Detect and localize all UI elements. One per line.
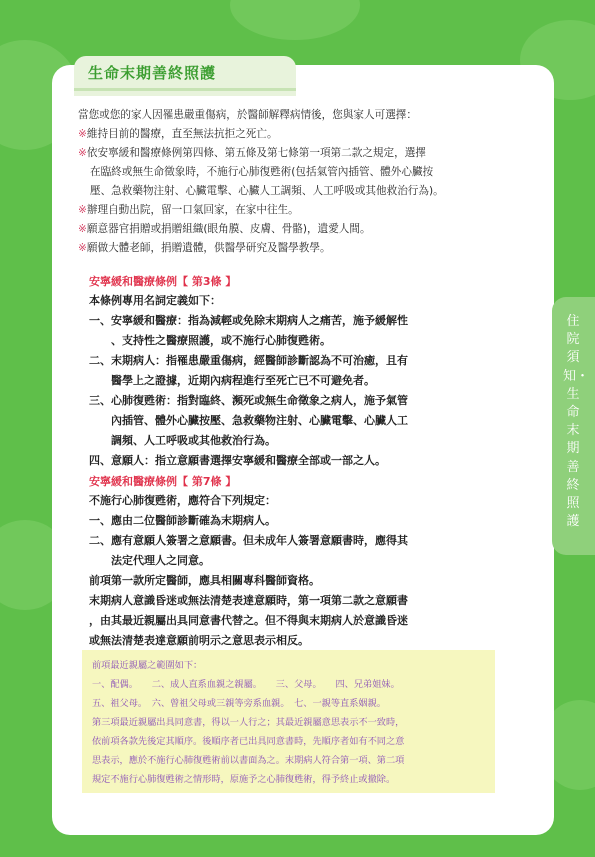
law-name: 安寧緩和醫療條例 [89, 475, 177, 488]
law3-line: 一、安寧緩和醫療：指為減輕或免除末期病人之痛苦，施予緩解性 [89, 314, 408, 327]
option-text: 依安寧緩和醫療條例第四條、第五條及第七條第一項第二款之規定，選擇 [86, 147, 426, 159]
option-text: 願意器官捐贈或捐贈組織(眼角膜、皮膚、骨骼)，遺愛人間。 [86, 223, 371, 235]
law-article: 【 第7條 】 [177, 475, 237, 488]
law3-line: 醫學上之證據，近期內病程進行至死亡已不可避免者。 [89, 374, 375, 387]
law7-line: 末期病人意識昏迷或無法清楚表達意願時，第一項第二款之意願書 [89, 594, 408, 607]
law7-line: 二、應有意願人簽署之意願書。但未成年人簽署意願書時，應得其 [89, 534, 408, 547]
note-line: 一、配偶。 二、成人直系血親之親屬。 三、父母。 四、兄弟姐妹。 [92, 679, 400, 690]
note-line: 依前項各款先後定其順序。後順序者已出具同意書時，先順序者如有不同之意 [92, 736, 405, 747]
law3-line: 、支持性之醫療照護，或不施行心肺復甦術。 [89, 334, 331, 347]
law3-line: 內插管、體外心臟按壓、急救藥物注射、心臟電擊、心臟人工 [89, 414, 408, 427]
option-line [78, 221, 371, 237]
option-line [78, 145, 426, 161]
law-heading [89, 274, 236, 290]
note-line: 五、祖父母。 六、曾祖父母或三親等旁系血親。 七、一親等直系姻親。 [92, 698, 386, 709]
law7-line: 前項第一款所定醫師，應具相關專科醫師資格。 [89, 574, 320, 587]
law3-line: 三、心肺復甦術：指對臨終、瀕死或無生命徵象之病人，施予氣管 [89, 394, 408, 407]
law-article: 【 第3條 】 [177, 275, 237, 288]
law7-line: 一、應由二位醫師診斷確為末期病人。 [89, 514, 276, 527]
law7-line: 不施行心肺復甦術，應符合下列規定： [89, 494, 276, 507]
option-text: 辦理自動出院，留一口氣回家，在家中往生。 [86, 204, 299, 216]
note-line: 思表示，應於不施行心肺復甦術前以書面為之。末期病人符合第一項、第二項 [92, 755, 405, 766]
law3-line: 二、末期病人：指罹患嚴重傷病，經醫師診斷認為不可治癒，且有 [89, 354, 408, 367]
reference-mark-icon: ※ [78, 242, 87, 254]
intro-text: 當您或您的家人因罹患嚴重傷病，於醫師解釋病情後，您與家人可選擇： [78, 109, 417, 121]
option-text: 壓、急救藥物注射、心臟電擊、心臟人工調頻、人工呼吸或其他救治行為)。 [90, 185, 444, 197]
law7-line: ，由其最近親屬出具同意書代替之。但不得與末期病人於意識昏迷 [89, 614, 408, 627]
option-line [78, 126, 278, 142]
law3-line: 調頻、人工呼吸或其他救治行為。 [89, 434, 276, 447]
law-heading [89, 474, 236, 490]
law7-line: 或無法清楚表達意願前明示之意思表示相反。 [89, 634, 309, 647]
note-line: 前項最近親屬之範圍如下： [92, 660, 203, 671]
reference-mark-icon: ※ [78, 128, 87, 140]
page-title: 生命末期善終照護 [88, 64, 217, 82]
option-line [78, 240, 331, 256]
reference-mark-icon: ※ [78, 147, 87, 159]
law3-line: 四、意願人：指立意願書選擇安寧緩和醫療全部或一部之人。 [89, 454, 386, 467]
option-text: 維持目前的醫療，直至無法抗拒之死亡。 [86, 128, 278, 140]
option-line [90, 183, 444, 199]
option-text: 在臨終或無生命徵象時，不施行心肺復甦術(包括氣管內插管、體外心臟按 [90, 166, 434, 178]
law7-line: 法定代理人之同意。 [89, 554, 210, 567]
option-text: 願做大體老師，捐贈遺體，供醫學研究及醫學教學。 [86, 242, 331, 254]
law3-line: 本條例專用名詞定義如下： [89, 294, 221, 307]
law-name: 安寧緩和醫療條例 [89, 275, 177, 288]
reference-mark-icon: ※ [78, 204, 87, 216]
reference-mark-icon: ※ [78, 223, 87, 235]
option-line [90, 164, 433, 180]
note-line: 規定不施行心肺復甦術之情形時，原施予之心肺復甦術，得予終止或撤除。 [92, 774, 396, 785]
option-line [78, 202, 299, 218]
note-line: 第三項最近親屬出具同意書，得以一人行之；其最近親屬意思表示不一致時， [92, 717, 405, 728]
side-tab-label: 住院須知・生命末期善終照護 [563, 314, 590, 530]
